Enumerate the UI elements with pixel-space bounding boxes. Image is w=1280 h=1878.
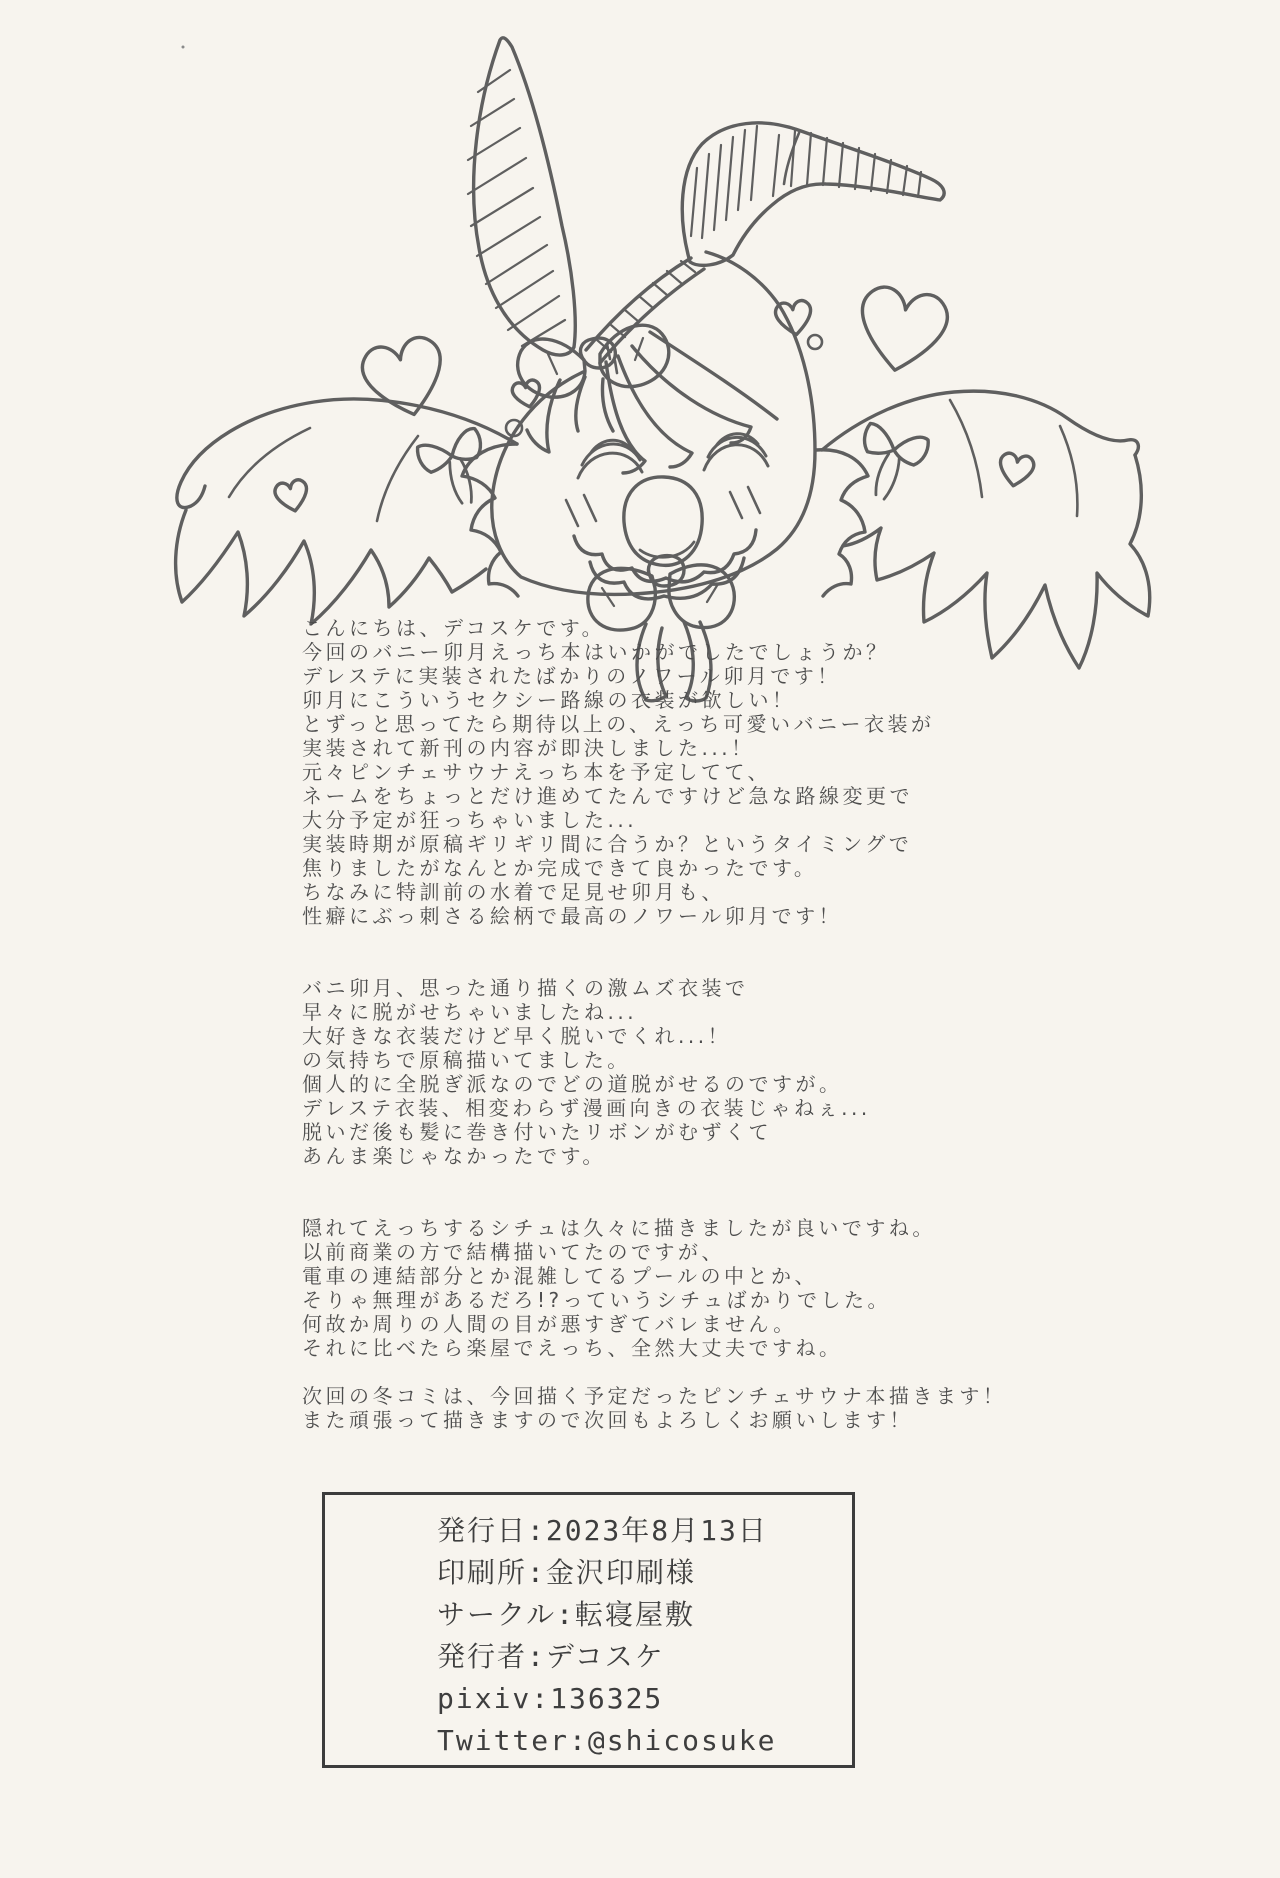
afterword-line: 以前商業の方で結構描いてたのですが、 <box>302 1240 725 1264</box>
afterword-line: 電車の連結部分とか混雑してるプールの中とか、 <box>302 1264 818 1288</box>
right-bunny-ear <box>682 123 944 265</box>
afterword-text <box>302 616 1162 1432</box>
afterword-line: 大好きな衣装だけど早く脱いでくれ...！ <box>302 1024 732 1048</box>
afterword-line: ちなみに特訓前の水着で足見せ卯月も、 <box>302 880 725 904</box>
colophon-publisher: 発行者:デコスケ <box>437 1640 665 1673</box>
afterword-line: デレステ衣装、相変わらず漫画向きの衣装じゃねぇ... <box>302 1096 871 1120</box>
afterword-line: 性癖にぶっ刺さる絵柄で最高のノワール卯月です！ <box>302 904 843 928</box>
afterword-line: 個人的に全脱ぎ派なのでどの道脱がせるのですが。 <box>302 1072 843 1096</box>
afterword-line: ネームをちょっとだけ進めてたんですけど急な路線変更で <box>302 784 913 808</box>
blush-marks <box>566 487 760 526</box>
afterword-line: の気持ちで原稿描いてました。 <box>302 1048 631 1072</box>
afterword-line: また頑張って描きますので次回もよろしくお願いします！ <box>302 1408 913 1432</box>
afterword-line: デレステに実装されたばかりのノワール卯月です！ <box>302 664 841 688</box>
right-hair-poof <box>816 450 868 596</box>
afterword-paragraph-2 <box>302 976 1162 1168</box>
colophon-publication-date: 発行日:2023年8月13日 <box>437 1514 768 1547</box>
afterword-line: 次回の冬コミは、今回描く予定だったピンチェサウナ本描きます！ <box>302 1384 1007 1408</box>
colophon-printer: 印刷所:金沢印刷様 <box>437 1556 696 1589</box>
afterword-paragraph-4 <box>302 1384 1162 1432</box>
afterword-line: 何故か周りの人間の目が悪すぎてバレません。 <box>302 1312 797 1336</box>
colophon-circle: サークル:転寝屋敷 <box>437 1598 696 1631</box>
afterword-line: それに比べたら楽屋でえっち、全然大丈夫ですね。 <box>302 1336 843 1360</box>
colophon-pixiv-id: pixiv:136325 <box>437 1682 664 1715</box>
afterword-paragraph-3 <box>302 1216 1162 1360</box>
colophon-box <box>322 1492 855 1768</box>
floating-heart-right <box>853 284 951 378</box>
afterword-line: あんま楽じゃなかったです。 <box>302 1144 606 1168</box>
scan-speck <box>182 46 185 49</box>
afterword-line: そりゃ無理があるだろ!?っていうシチュばかりでした。 <box>302 1288 892 1312</box>
afterword-line: 今回のバニー卯月えっち本はいかがでしたでしょうか？ <box>302 640 890 664</box>
left-bunny-ear <box>468 38 575 355</box>
left-twintail <box>176 399 517 624</box>
afterword-paragraph-1 <box>302 616 1162 928</box>
left-tail-ribbon <box>415 427 497 513</box>
afterword-line: 元々ピンチェサウナえっち本を予定してて、 <box>302 760 771 784</box>
colophon-twitter-handle: Twitter:@shicosuke <box>437 1724 777 1757</box>
mouth <box>624 477 702 565</box>
afterword-line: 大分予定が狂っちゃいました... <box>302 808 638 832</box>
afterword-line: 実装時期が原稿ギリギリ間に合うか？というタイミングで <box>302 832 913 856</box>
right-eye <box>704 434 768 470</box>
afterword-line: とずっと思ってたら期待以上の、えっち可愛いバニー衣装が <box>302 712 935 736</box>
afterword-line: 早々に脱がせちゃいましたね... <box>302 1000 638 1024</box>
afterword-line: バニ卯月、思った通り描くの激ムズ衣装で <box>302 976 749 1000</box>
afterword-line: 脱いだ後も髪に巻き付いたリボンがむずくて <box>302 1120 772 1144</box>
afterword-line: 焦りましたがなんとか完成できて良かったです。 <box>302 856 818 880</box>
afterword-line: 隠れてえっちするシチュは久々に描きましたが良いですね。 <box>302 1216 936 1240</box>
left-hair-poof <box>462 444 518 596</box>
afterword-line: 実装されて新刊の内容が即決しました...！ <box>302 736 755 760</box>
afterword-line: こんにちは、デコスケです。 <box>302 616 606 640</box>
afterword-line: 卯月にこういうセクシー路線の衣装が欲しい！ <box>302 688 796 712</box>
